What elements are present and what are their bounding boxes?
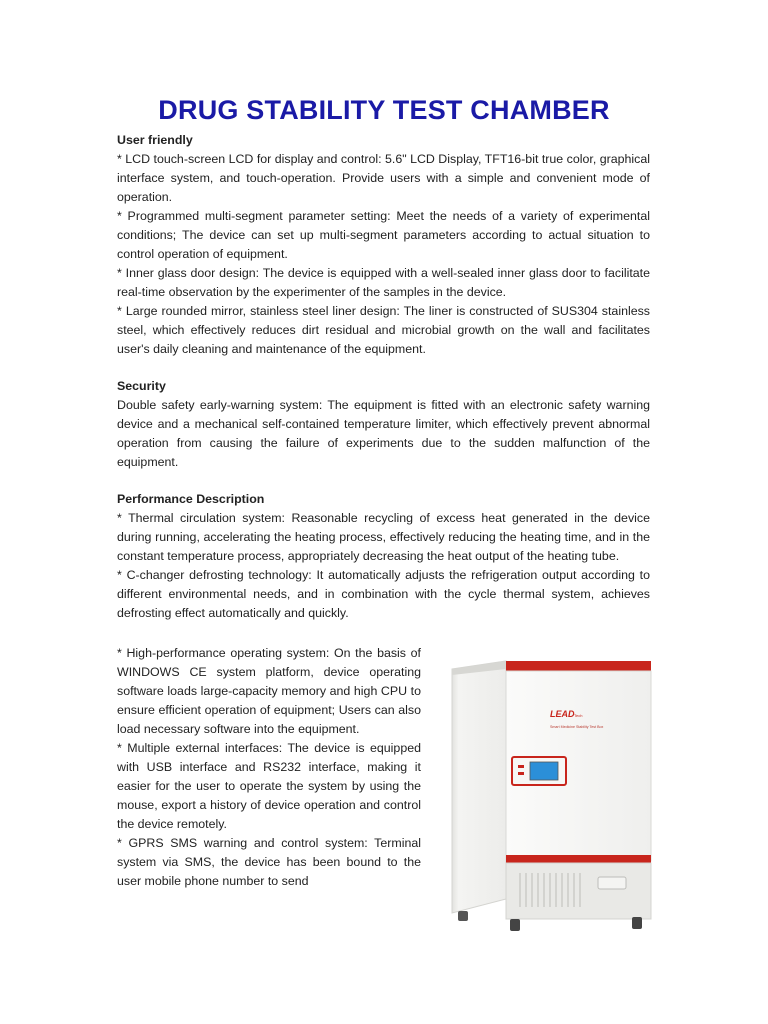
brand-logo: LEAD: [550, 709, 575, 719]
section-heading-performance: Performance Description: [117, 492, 265, 506]
section-heading-security: Security: [117, 379, 166, 393]
caster-wheel: [632, 917, 642, 929]
user-friendly-item: * LCD touch-screen LCD for display and control: 5.6" LCD Display, TFT16-bit true color, graphical interface system, and touch-operation. Provide users with a simple and convenient mode of operation.: [117, 152, 650, 204]
performance-item: * C-changer defrosting technology: It automatically adjusts the refrigeration output according to different environmental needs, and in combination with the cycle thermal system, achieves defrosting effect automatically and quickly.: [117, 568, 650, 620]
document-title: DRUG STABILITY TEST CHAMBER: [158, 95, 610, 125]
performance-item: * Multiple external interfaces: The device is equipped with USB interface and RS232 interface, making it easier for the user to operate the system by using the mouse, export a history of device operation and control the device remotely.: [117, 741, 421, 831]
performance-item: * GPRS SMS warning and control system: Terminal system via SMS, the device has been bound to the user mobile phone number to send: [117, 836, 421, 888]
user-friendly-item: * Programmed multi-segment parameter setting: Meet the needs of a variety of experimental conditions; The device can set up multi-segment parameters according to actual situation to control operation of equipment.: [117, 209, 650, 261]
brand-logo-suffix: Tech: [574, 713, 583, 718]
base-handle: [598, 877, 626, 889]
narrow-text-column: [117, 644, 421, 891]
user-friendly-item: * Large rounded mirror, stainless steel liner design: The liner is constructed of SUS304 stainless steel, which effectively reduces dirt residual and microbial growth on the wall and facilitates user's daily cleaning and maintenance of the equipment.: [117, 304, 650, 356]
security-body: Double safety early-warning system: The equipment is fitted with an electronic safety warning device and a mechanical self-contained temperature limiter, which effectively prevent abnormal operation from causing the failure of experiments due to the sudden malfunction of the equipment.: [117, 398, 650, 469]
chamber-bottom-strip: [506, 855, 651, 863]
chamber-top-strip: [506, 661, 651, 671]
control-touch-screen: [530, 762, 558, 780]
test-chamber-product-image: [450, 655, 653, 955]
main-text: [117, 131, 650, 623]
chamber-side-panel: [452, 661, 506, 913]
performance-item: * High-performance operating system: On the basis of WINDOWS CE system platform, device operating software loads large-capacity memory and high CPU to ensure efficient operation of equipment; Users can also load necessary software into the equipment.: [117, 646, 421, 736]
caster-wheel: [458, 911, 468, 921]
caster-wheel: [510, 919, 520, 931]
section-heading-user-friendly: User friendly: [117, 133, 193, 147]
performance-item: * Thermal circulation system: Reasonable recycling of excess heat generated in the device during running, accelerating the heating process, effectively reducing the heating time, and in the constant temperature process, appropriately decreasing the heat output of the heating tube.: [117, 511, 650, 563]
user-friendly-item: * Inner glass door design: The device is equipped with a well-sealed inner glass door to facilitate real-time observation by the experimenter of the samples in the device.: [117, 266, 650, 299]
chamber-base: [506, 863, 651, 919]
product-panel-text: Smart Medicine Stability Test Box: [550, 725, 604, 729]
